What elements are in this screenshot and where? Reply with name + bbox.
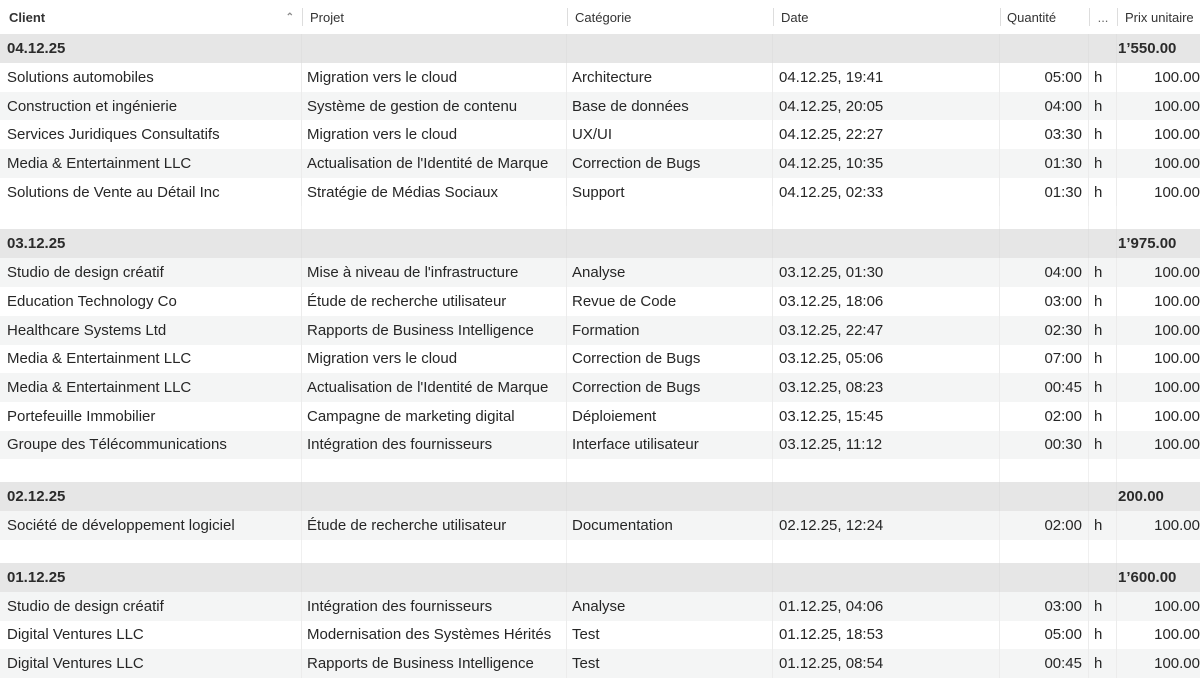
table-row[interactable] xyxy=(0,63,1200,92)
table-row[interactable] xyxy=(0,287,1200,316)
cell-unit: h xyxy=(1089,316,1117,345)
cell-unit: h xyxy=(1089,92,1117,121)
column-header-label: Client xyxy=(9,9,46,25)
group-empty-cell xyxy=(302,482,567,511)
group-empty-cell xyxy=(567,563,773,592)
cell-prix: 100.00 xyxy=(1154,264,1200,282)
column-header-categorie[interactable] xyxy=(567,0,773,34)
group-spacer xyxy=(0,540,1200,563)
table-row[interactable] xyxy=(0,649,1200,678)
cell-client: Studio de design créatif xyxy=(0,592,302,621)
cell-projet: Migration vers le cloud xyxy=(302,63,567,92)
table-row[interactable] xyxy=(0,92,1200,121)
cell-unit: h xyxy=(1089,431,1117,460)
cell-date: 04.12.25, 22:27 xyxy=(773,120,1000,149)
table-row[interactable] xyxy=(0,120,1200,149)
cell-categorie: Analyse xyxy=(567,592,773,621)
group-empty-cell xyxy=(302,34,567,63)
column-header-label: Projet xyxy=(310,9,344,25)
cell-projet: Système de gestion de contenu xyxy=(302,92,567,121)
group-spacer xyxy=(0,206,1200,229)
group-empty-cell xyxy=(1089,229,1117,258)
group-empty-cell xyxy=(302,563,567,592)
group-date-label: 03.12.25 xyxy=(0,229,302,258)
cell-categorie: Interface utilisateur xyxy=(567,431,773,460)
cell-quantite: 00:45 xyxy=(1000,649,1089,678)
cell-categorie: Architecture xyxy=(567,63,773,92)
cell-date: 03.12.25, 01:30 xyxy=(773,258,1000,287)
cell-unit: h xyxy=(1089,345,1117,374)
cell-unit: h xyxy=(1089,402,1117,431)
cell-unit: h xyxy=(1089,258,1117,287)
table-row[interactable] xyxy=(0,149,1200,178)
cell-quantite: 00:45 xyxy=(1000,373,1089,402)
cell-date: 03.12.25, 11:12 xyxy=(773,431,1000,460)
cell-date: 04.12.25, 02:33 xyxy=(773,178,1000,207)
group-empty-cell xyxy=(1089,482,1117,511)
cell-prix: 100.00 xyxy=(1154,597,1200,615)
table-body xyxy=(0,34,1200,678)
cell-client: Digital Ventures LLC xyxy=(0,649,302,678)
cell-date: 01.12.25, 18:53 xyxy=(773,621,1000,650)
cell-quantite: 04:00 xyxy=(1000,258,1089,287)
group-row[interactable] xyxy=(0,34,1200,63)
group-total: 1’600.00 xyxy=(1118,568,1177,586)
cell-categorie: Documentation xyxy=(567,511,773,540)
cell-date: 03.12.25, 15:45 xyxy=(773,402,1000,431)
cell-client: Services Juridiques Consultatifs xyxy=(0,120,302,149)
table-row[interactable] xyxy=(0,345,1200,374)
column-header-label: ... xyxy=(1097,9,1109,25)
group-date-label: 04.12.25 xyxy=(0,34,302,63)
spacer-cell xyxy=(302,459,567,482)
table-row[interactable] xyxy=(0,258,1200,287)
spacer-cell xyxy=(1089,459,1117,482)
cell-prix: 100.00 xyxy=(1154,183,1200,201)
cell-prix: 100.00 xyxy=(1154,154,1200,172)
cell-prix: 100.00 xyxy=(1154,436,1200,454)
spacer-cell xyxy=(0,459,302,482)
cell-date: 04.12.25, 20:05 xyxy=(773,92,1000,121)
cell-client: Solutions automobiles xyxy=(0,63,302,92)
spacer-cell xyxy=(773,459,1000,482)
cell-unit: h xyxy=(1089,63,1117,92)
cell-projet: Campagne de marketing digital xyxy=(302,402,567,431)
cell-categorie: Correction de Bugs xyxy=(567,373,773,402)
group-empty-cell xyxy=(1000,34,1089,63)
spacer-cell xyxy=(0,540,302,563)
cell-prix: 100.00 xyxy=(1154,407,1200,425)
group-empty-cell xyxy=(773,563,1000,592)
cell-prix: 100.00 xyxy=(1154,292,1200,310)
cell-prix: 100.00 xyxy=(1154,517,1200,535)
cell-prix: 100.00 xyxy=(1154,379,1200,397)
cell-unit: h xyxy=(1089,149,1117,178)
cell-prix: 100.00 xyxy=(1154,97,1200,115)
cell-quantite: 01:30 xyxy=(1000,149,1089,178)
spacer-cell xyxy=(1117,459,1200,482)
spacer-cell xyxy=(1117,540,1200,563)
table-row[interactable] xyxy=(0,373,1200,402)
column-header-quantite[interactable] xyxy=(1000,0,1089,34)
table-row[interactable] xyxy=(0,511,1200,540)
cell-projet: Intégration des fournisseurs xyxy=(302,431,567,460)
cell-client: Healthcare Systems Ltd xyxy=(0,316,302,345)
spacer-cell xyxy=(567,206,773,229)
cell-projet: Migration vers le cloud xyxy=(302,345,567,374)
column-header-label: Date xyxy=(781,9,809,25)
cell-client: Solutions de Vente au Détail Inc xyxy=(0,178,302,207)
spacer-cell xyxy=(1000,540,1089,563)
cell-categorie: Test xyxy=(567,621,773,650)
cell-date: 01.12.25, 04:06 xyxy=(773,592,1000,621)
cell-client: Construction et ingénierie xyxy=(0,92,302,121)
cell-projet: Rapports de Business Intelligence xyxy=(302,316,567,345)
spacer-cell xyxy=(567,459,773,482)
group-empty-cell xyxy=(302,229,567,258)
spacer-cell xyxy=(773,206,1000,229)
cell-projet: Étude de recherche utilisateur xyxy=(302,287,567,316)
cell-date: 04.12.25, 19:41 xyxy=(773,63,1000,92)
cell-prix: 100.00 xyxy=(1154,126,1200,144)
cell-date: 02.12.25, 12:24 xyxy=(773,511,1000,540)
cell-quantite: 01:30 xyxy=(1000,178,1089,207)
column-header-projet[interactable] xyxy=(302,0,567,34)
group-empty-cell xyxy=(1000,482,1089,511)
cell-client: Studio de design créatif xyxy=(0,258,302,287)
group-spacer xyxy=(0,459,1200,482)
spacer-cell xyxy=(1000,206,1089,229)
cell-prix: 100.00 xyxy=(1154,655,1200,673)
cell-categorie: Base de données xyxy=(567,92,773,121)
group-total: 1’550.00 xyxy=(1118,40,1177,57)
cell-categorie: Support xyxy=(567,178,773,207)
cell-categorie: Analyse xyxy=(567,258,773,287)
cell-date: 03.12.25, 22:47 xyxy=(773,316,1000,345)
cell-prix: 100.00 xyxy=(1154,68,1200,86)
cell-projet: Rapports de Business Intelligence xyxy=(302,649,567,678)
group-empty-cell xyxy=(773,34,1000,63)
table-header xyxy=(0,0,1200,34)
group-total: 1’975.00 xyxy=(1118,235,1177,253)
spacer-cell xyxy=(302,540,567,563)
column-header-date[interactable] xyxy=(773,0,1000,34)
group-row[interactable] xyxy=(0,482,1200,511)
cell-categorie: Test xyxy=(567,649,773,678)
table-row[interactable] xyxy=(0,402,1200,431)
cell-projet: Actualisation de l'Identité de Marque xyxy=(302,373,567,402)
group-empty-cell xyxy=(773,482,1000,511)
cell-categorie: Correction de Bugs xyxy=(567,345,773,374)
spacer-cell xyxy=(567,540,773,563)
cell-quantite: 07:00 xyxy=(1000,345,1089,374)
table-row[interactable] xyxy=(0,621,1200,650)
spacer-cell xyxy=(1117,206,1200,229)
spacer-cell xyxy=(1000,459,1089,482)
cell-unit: h xyxy=(1089,373,1117,402)
table-row[interactable] xyxy=(0,592,1200,621)
group-empty-cell xyxy=(1000,563,1089,592)
table-row[interactable] xyxy=(0,431,1200,460)
group-row[interactable] xyxy=(0,563,1200,592)
group-empty-cell xyxy=(773,229,1000,258)
cell-client: Media & Entertainment LLC xyxy=(0,149,302,178)
column-header-prix[interactable] xyxy=(1117,0,1200,34)
cell-prix: 100.00 xyxy=(1154,626,1200,644)
group-date-label: 02.12.25 xyxy=(0,482,302,511)
cell-client: Groupe des Télécommunications xyxy=(0,431,302,460)
group-empty-cell xyxy=(567,34,773,63)
cell-unit: h xyxy=(1089,621,1117,650)
cell-quantite: 04:00 xyxy=(1000,92,1089,121)
group-row[interactable] xyxy=(0,229,1200,258)
cell-client: Media & Entertainment LLC xyxy=(0,345,302,374)
cell-prix: 100.00 xyxy=(1154,350,1200,368)
column-header-label: Quantité xyxy=(1007,9,1057,25)
cell-quantite: 02:30 xyxy=(1000,316,1089,345)
group-empty-cell xyxy=(1089,563,1117,592)
cell-date: 04.12.25, 10:35 xyxy=(773,149,1000,178)
cell-unit: h xyxy=(1089,178,1117,207)
cell-client: Education Technology Co xyxy=(0,287,302,316)
cell-categorie: Déploiement xyxy=(567,402,773,431)
spacer-cell xyxy=(773,540,1000,563)
cell-projet: Stratégie de Médias Sociaux xyxy=(302,178,567,207)
column-header-client[interactable] xyxy=(0,0,302,34)
column-header-label: Prix unitaire xyxy=(1125,9,1194,25)
cell-categorie: UX/UI xyxy=(567,120,773,149)
column-header-unit[interactable] xyxy=(1089,0,1117,34)
group-total: 200.00 xyxy=(1118,488,1164,506)
table-row[interactable] xyxy=(0,316,1200,345)
cell-categorie: Formation xyxy=(567,316,773,345)
spacer-cell xyxy=(302,206,567,229)
cell-projet: Intégration des fournisseurs xyxy=(302,592,567,621)
cell-quantite: 03:30 xyxy=(1000,120,1089,149)
group-empty-cell xyxy=(567,482,773,511)
cell-unit: h xyxy=(1089,511,1117,540)
cell-categorie: Correction de Bugs xyxy=(567,149,773,178)
cell-unit: h xyxy=(1089,592,1117,621)
group-empty-cell xyxy=(1000,229,1089,258)
cell-quantite: 02:00 xyxy=(1000,511,1089,540)
group-empty-cell xyxy=(567,229,773,258)
cell-date: 03.12.25, 05:06 xyxy=(773,345,1000,374)
cell-quantite: 05:00 xyxy=(1000,621,1089,650)
cell-quantite: 05:00 xyxy=(1000,63,1089,92)
group-empty-cell xyxy=(1089,34,1117,63)
cell-prix: 100.00 xyxy=(1154,321,1200,339)
cell-client: Portefeuille Immobilier xyxy=(0,402,302,431)
cell-projet: Actualisation de l'Identité de Marque xyxy=(302,149,567,178)
sort-ascending-icon[interactable]: ⌃ xyxy=(285,11,294,23)
cell-unit: h xyxy=(1089,287,1117,316)
cell-date: 03.12.25, 18:06 xyxy=(773,287,1000,316)
table-row[interactable] xyxy=(0,178,1200,207)
cell-projet: Étude de recherche utilisateur xyxy=(302,511,567,540)
cell-client: Société de développement logiciel xyxy=(0,511,302,540)
cell-quantite: 03:00 xyxy=(1000,592,1089,621)
cell-projet: Mise à niveau de l'infrastructure xyxy=(302,258,567,287)
cell-projet: Migration vers le cloud xyxy=(302,120,567,149)
cell-categorie: Revue de Code xyxy=(567,287,773,316)
cell-client: Digital Ventures LLC xyxy=(0,621,302,650)
spacer-cell xyxy=(1089,540,1117,563)
spacer-cell xyxy=(0,206,302,229)
cell-quantite: 00:30 xyxy=(1000,431,1089,460)
column-header-label: Catégorie xyxy=(575,9,632,25)
cell-quantite: 02:00 xyxy=(1000,402,1089,431)
cell-date: 01.12.25, 08:54 xyxy=(773,649,1000,678)
cell-date: 03.12.25, 08:23 xyxy=(773,373,1000,402)
spacer-cell xyxy=(1089,206,1117,229)
cell-client: Media & Entertainment LLC xyxy=(0,373,302,402)
cell-projet: Modernisation des Systèmes Hérités xyxy=(302,621,567,650)
cell-quantite: 03:00 xyxy=(1000,287,1089,316)
cell-unit: h xyxy=(1089,649,1117,678)
cell-unit: h xyxy=(1089,120,1117,149)
group-date-label: 01.12.25 xyxy=(0,563,302,592)
